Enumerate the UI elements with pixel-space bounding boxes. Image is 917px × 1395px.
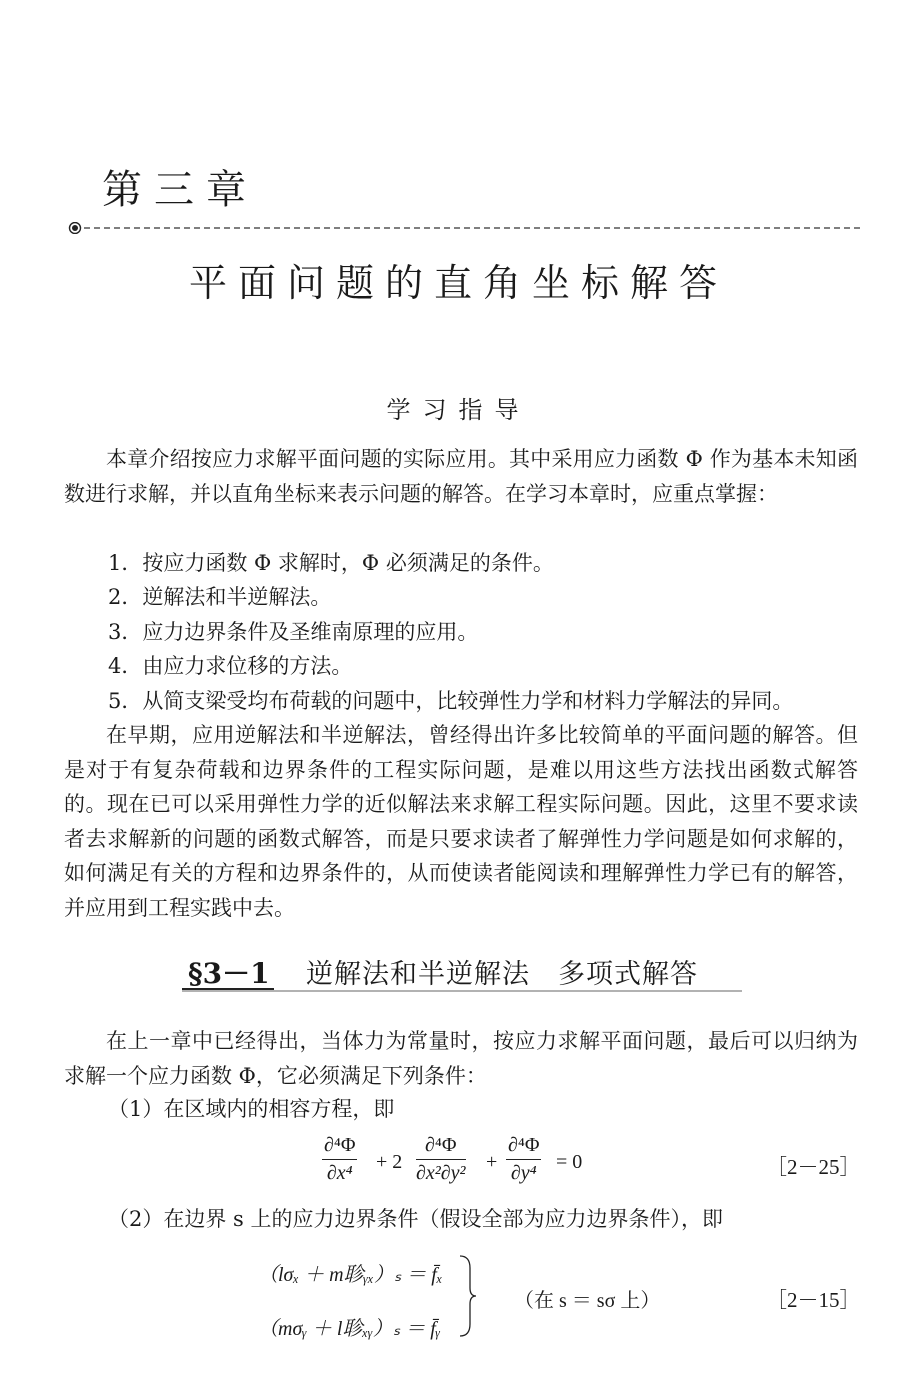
study-guide-heading: 学习指导 (386, 396, 531, 424)
study-guide-item: 5．从简支梁受均布荷载的问题中，比较弹性力学和材料力学解法的异同。 (108, 689, 794, 713)
denominator: ∂y⁴ (510, 1162, 537, 1184)
equation-rhs: = 0 (556, 1151, 583, 1173)
boundary-equation-1: （lσₓ ＋ m聄ᵧₓ）ₛ ＝ f̄ₓ (258, 1264, 443, 1286)
fraction-term-3 (506, 1134, 541, 1185)
study-guide-item: 3．应力边界条件及圣维南原理的应用。 (108, 620, 479, 644)
condition-2: （2）在边界 s 上的应力边界条件（假设全部为应力边界条件），即 (108, 1207, 723, 1231)
study-guide-intro: 本章介绍按应力求解平面问题的实际应用。其中采用应力函数 Φ 作为基本未知函数进行求解，并以直角坐标来表示问题的解答。在学习本章时，应重点掌握： (64, 447, 858, 506)
operator: + 2 (376, 1151, 403, 1173)
fraction-term-1 (322, 1134, 357, 1185)
condition-1: （1）在区域内的相容方程，即 (108, 1097, 395, 1121)
study-guide-item: 2．逆解法和半逆解法。 (108, 585, 332, 609)
study-guide-item: 4．由应力求位移的方法。 (108, 654, 353, 678)
fraction-term-2 (416, 1134, 466, 1185)
numerator: ∂⁴Φ (322, 1134, 357, 1160)
section-title: 逆解法和半逆解法 多项式解答 (306, 959, 698, 990)
chapter-rule (68, 222, 864, 234)
section-underline (182, 988, 742, 992)
compatibility-equation (322, 1134, 622, 1194)
study-guide-item: 1．按应力函数 Φ 求解时，Φ 必须满足的条件。 (108, 551, 554, 575)
numerator: ∂⁴Φ (506, 1134, 541, 1160)
denominator: ∂x⁴ (326, 1162, 353, 1184)
operator: + (486, 1151, 498, 1173)
denominator: ∂x²∂y² (416, 1162, 466, 1184)
equation-number: ［2－25］ (766, 1155, 861, 1179)
chapter-title: 平面问题的直角坐标解答 (188, 261, 728, 305)
section-number: §3－1 (188, 957, 270, 990)
boundary-equation-2: （mσᵧ ＋ l聄ₓᵧ）ₛ ＝ f̄ᵧ (258, 1318, 441, 1340)
numerator: ∂⁴Φ (416, 1134, 466, 1160)
section-header (182, 950, 742, 994)
study-guide-closing: 在早期，应用逆解法和半逆解法，曾经得出许多比较简单的平面问题的解答。但是对于有复杂荷载和边界条件的工程实际问题，是难以用这些方法找出函数式解答的。现在已可以采用弹性力学的近似解法来求解工程实际问题。因此，这里不要求读者去求解新的问题的函数式解答，而是只要求读者了解弹性力学问题是如何求解的，如何满足有关的方程和边界条件的，从而使读者能阅读和理解弹性力学已有的解答，并应用到工程实践中去。 (64, 723, 858, 920)
right-brace (458, 1254, 478, 1338)
section-paragraph: 在上一章中已经得出，当体力为常量时，按应力求解平面问题，最后可以归纳为求解一个应力函数 Φ，它必须满足下列条件： (64, 1029, 858, 1088)
chapter-label: 第三章 (102, 167, 258, 213)
equation-number: ［2－15］ (766, 1288, 861, 1312)
boundary-condition-scope: （在 s ＝ sσ 上） (514, 1290, 661, 1312)
